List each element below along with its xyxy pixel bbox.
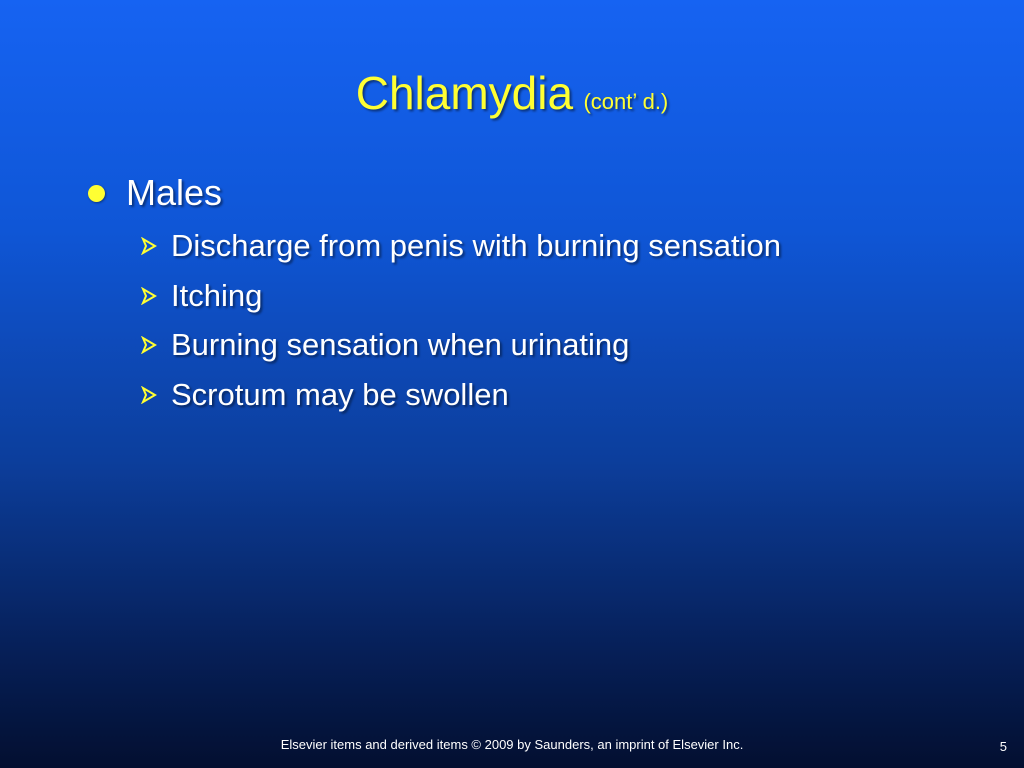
arrow-bullet-icon xyxy=(140,386,158,404)
sub-bullet-item xyxy=(140,327,629,363)
page-number: 5 xyxy=(999,739,1007,754)
slide-title xyxy=(0,66,1024,120)
arrow-bullet-icon xyxy=(140,237,158,255)
sub-bullet-item xyxy=(140,377,509,413)
sub-bullet-text: Scrotum may be swollen xyxy=(171,377,509,412)
arrow-bullet-icon xyxy=(140,336,158,354)
footer-copyright: Elsevier items and derived items © 2009 by Saunders, an imprint of Elsevier Inc. xyxy=(280,737,744,752)
sub-bullet-text: Itching xyxy=(171,278,263,313)
sub-bullet-text: Burning sensation when urinating xyxy=(171,327,630,362)
circle-bullet-icon xyxy=(88,185,105,202)
arrow-bullet-icon xyxy=(140,287,158,305)
bullet-item-males xyxy=(88,172,222,214)
sub-bullet-text: Discharge from penis with burning sensation xyxy=(171,228,781,263)
bullet-text: Males xyxy=(126,172,223,213)
title-text: Chlamydia xyxy=(355,67,574,119)
title-suffix: (cont’ d.) xyxy=(583,89,669,114)
sub-bullet-item xyxy=(140,278,262,314)
sub-bullet-item xyxy=(140,228,781,264)
